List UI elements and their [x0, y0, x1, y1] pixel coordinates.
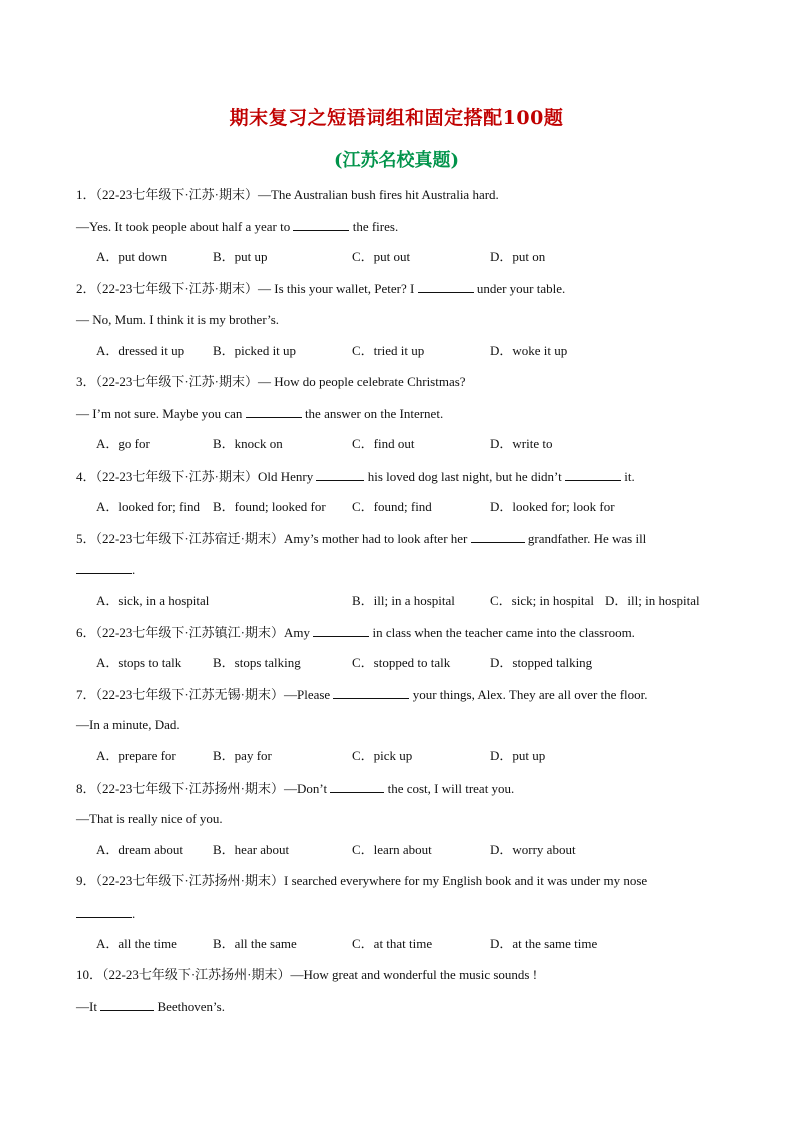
option-a: A．go for	[96, 436, 150, 451]
option-a: A．dressed it up	[96, 343, 185, 358]
answer-blank-1	[316, 467, 364, 481]
question-7-text-start: 7．（22-23七年级下·江苏无锡·期末）—Please	[76, 687, 331, 702]
option-c: C．tried it up	[352, 343, 425, 358]
option-b: B．found; looked for	[213, 499, 326, 514]
option-c: C．learn about	[352, 842, 432, 857]
question-2	[76, 279, 565, 298]
question-1-options	[96, 248, 736, 266]
option-a: A．looked for; find	[96, 499, 200, 514]
question-8	[76, 779, 514, 798]
option-c: C．pick up	[352, 748, 413, 763]
question-4-options	[96, 498, 736, 516]
option-b: B．pay for	[213, 748, 272, 763]
question-4-text-middle: his loved dog last night, but he didn’t	[367, 469, 562, 484]
option-c: C．stopped to talk	[352, 655, 451, 670]
question-4-text-start: 4．（22-23七年级下·江苏·期末）Old Henry	[76, 469, 314, 484]
answer-blank	[246, 404, 302, 418]
question-3-reply	[76, 404, 443, 423]
question-9	[76, 872, 647, 890]
answer-blank-2	[76, 560, 132, 574]
option-a: A．stops to talk	[96, 655, 182, 670]
option-d: D．stopped talking	[490, 655, 593, 670]
question-6-text-start: 6．（22-23七年级下·江苏镇江·期末）Amy	[76, 625, 310, 640]
option-b: B．ill; in a hospital	[352, 593, 455, 608]
question-2-reply	[76, 311, 279, 329]
question-2-reply-text: — No, Mum. I think it is my brother’s.	[76, 312, 280, 327]
question-8-text-end: the cost, I will treat you.	[387, 781, 515, 796]
question-10-reply-end: Beethoven’s.	[157, 999, 225, 1014]
question-2-text-end: under your table.	[476, 281, 566, 296]
option-a: A．all the time	[96, 936, 177, 951]
option-d: D．at the same time	[490, 936, 598, 951]
question-8-text-start: 8．（22-23七年级下·江苏扬州·期末）—Don’t	[76, 781, 328, 796]
option-d: D．ill; in hospital	[605, 593, 700, 608]
option-d: D．put up	[490, 748, 546, 763]
question-7-text-end: your things, Alex. They are all over the floor.	[412, 687, 648, 702]
option-b: B．all the same	[213, 936, 297, 951]
option-c: C．find out	[352, 436, 415, 451]
answer-blank-2	[565, 467, 621, 481]
question-7	[76, 685, 648, 704]
question-5-continuation	[76, 560, 135, 579]
question-3-text: 3．（22-23七年级下·江苏·期末）— How do people celebrate Christmas?	[76, 374, 466, 389]
answer-blank	[330, 779, 384, 793]
question-10-reply	[76, 997, 225, 1016]
question-5-text-start: 5．（22-23七年级下·江苏宿迁·期末）Amy’s mother had to look after her	[76, 531, 468, 546]
question-7-options	[96, 747, 736, 765]
question-1-reply	[76, 217, 398, 236]
question-6-text-end: in class when the teacher came into the classroom.	[372, 625, 635, 640]
question-9-continuation	[76, 904, 135, 923]
option-c: C．put out	[352, 249, 411, 264]
question-9-period: .	[132, 906, 136, 921]
option-b: B．stops talking	[213, 655, 301, 670]
question-8-options	[96, 841, 736, 859]
option-a: A．dream about	[96, 842, 184, 857]
answer-blank	[76, 904, 132, 918]
question-10	[76, 966, 537, 984]
question-5-period: .	[132, 562, 136, 577]
question-1-reply-end: the fires.	[352, 219, 399, 234]
question-3-reply-start: — I’m not sure. Maybe you can	[76, 406, 243, 421]
option-c: C．at that time	[352, 936, 433, 951]
option-d: D．worry about	[490, 842, 576, 857]
document-title: 期末复习之短语词组和固定搭配100题	[229, 107, 564, 129]
question-5-text-end: grandfather. He was ill	[527, 531, 647, 546]
question-9-text: 9．（22-23七年级下·江苏扬州·期末）I searched everywhere for my English book and it was under my nose	[76, 873, 648, 888]
question-2-text-start: 2．（22-23七年级下·江苏·期末）— Is this your wallet, Peter? I	[76, 281, 415, 296]
question-10-reply-start: —It	[76, 999, 97, 1014]
option-c: C．found; find	[352, 499, 432, 514]
question-6-options	[96, 654, 736, 672]
option-b: B．hear about	[213, 842, 290, 857]
option-d: D．put on	[490, 249, 546, 264]
question-8-reply-text: —That is really nice of you.	[76, 811, 223, 826]
answer-blank	[313, 623, 369, 637]
answer-blank-1	[471, 529, 525, 543]
option-b: B．picked it up	[213, 343, 297, 358]
option-c: C．sick; in hospital	[490, 593, 595, 608]
option-d: D．write to	[490, 436, 553, 451]
question-7-reply-text: —In a minute, Dad.	[76, 717, 180, 732]
question-3-options	[96, 435, 736, 453]
question-7-reply	[76, 716, 180, 734]
question-3-reply-end: the answer on the Internet.	[304, 406, 444, 421]
question-5	[76, 529, 646, 548]
answer-blank	[293, 217, 349, 231]
question-10-text: 10．（22-23七年级下·江苏扬州·期末）—How great and wonderful the music sounds !	[76, 967, 538, 982]
question-9-options	[96, 935, 736, 953]
question-4-text-end: it.	[624, 469, 635, 484]
option-a: A．sick, in a hospital	[96, 593, 210, 608]
question-4	[76, 467, 635, 486]
question-1-reply-start: —Yes. It took people about half a year to	[76, 219, 291, 234]
answer-blank	[100, 997, 154, 1011]
option-b: B．put up	[213, 249, 268, 264]
option-a: A．put down	[96, 249, 168, 264]
option-a: A．prepare for	[96, 748, 176, 763]
question-1	[76, 186, 499, 204]
question-3	[76, 373, 466, 391]
answer-blank	[418, 279, 474, 293]
option-d: D．looked for; look for	[490, 499, 615, 514]
question-1-text: 1．（22-23七年级下·江苏·期末）—The Australian bush fires hit Australia hard.	[76, 187, 499, 202]
document-subtitle: (江苏名校真题)	[333, 150, 460, 171]
question-5-options	[96, 592, 736, 610]
option-d: D．woke it up	[490, 343, 568, 358]
question-8-reply	[76, 810, 223, 828]
question-2-options	[96, 342, 736, 360]
answer-blank	[333, 685, 409, 699]
question-6	[76, 623, 635, 642]
option-b: B．knock on	[213, 436, 283, 451]
